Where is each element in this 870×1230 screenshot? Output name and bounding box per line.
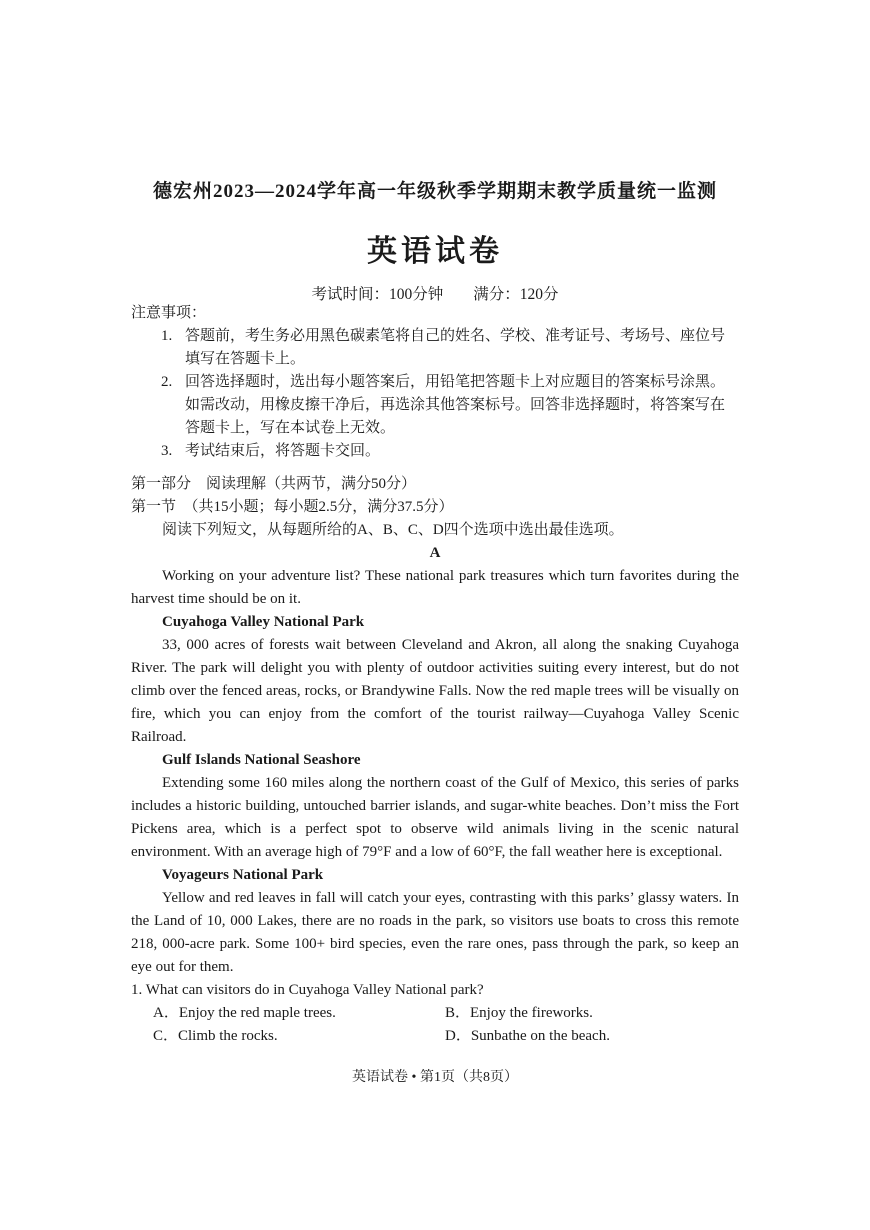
section-instruction: 阅读下列短文，从每题所给的A、B、C、D四个选项中选出最佳选项。	[162, 522, 624, 538]
notice-heading: 注意事项：	[131, 305, 207, 321]
option-c: C．Climb the rocks.	[153, 1028, 278, 1044]
question-1-stem: 1. What can visitors do in Cuyahoga Valley National park?	[131, 982, 484, 998]
option-b: B．Enjoy the fireworks.	[445, 1005, 593, 1021]
exam-time: 考试时间：100分钟	[311, 286, 444, 303]
passage-letter: A	[429, 545, 441, 561]
page-title: 英语试卷	[367, 235, 503, 268]
exam-score: 满分：120分	[473, 286, 559, 303]
notice-list	[161, 325, 739, 463]
page-footer: 英语试卷 • 第1页（共8页）	[352, 1070, 518, 1085]
question-1-options	[131, 1002, 739, 1048]
exam-content	[131, 302, 739, 1048]
list-item	[161, 371, 739, 440]
notice-number: 1.	[161, 328, 173, 344]
notice-text: 考试结束后，将答题卡交回。	[185, 443, 381, 459]
passage-intro: Working on your adventure list? These national park treasures which turn favorites during the harvest time should be on it.	[131, 568, 739, 607]
subsection-heading: 第一节 （共15小题；每小题2.5分，满分37.5分）	[131, 499, 454, 515]
notice-number: 3.	[161, 443, 173, 459]
exam-info	[0, 282, 870, 304]
park-heading-gulf-islands: Gulf Islands National Seashore	[162, 752, 361, 768]
park-heading-voyageurs: Voyageurs National Park	[162, 867, 324, 883]
list-item	[161, 440, 739, 463]
park-text-cuyahoga: 33, 000 acres of forests wait between Cleveland and Akron, all along the snaking Cuyahoga River. The park will delight you with plenty of outdoor activities suiting every interest, but do not climb over the fenced areas, rocks, or Brandywine Falls. Now the red maple trees will be visually on fire, which you can enjoy from the comfort of the tourist railway—Cuyahoga Valley Scenic Railroad.	[131, 637, 739, 745]
park-text-gulf-islands: Extending some 160 miles along the northern coast of the Gulf of Mexico, this series of parks includes a historic building, untouched barrier islands, and sugar-white beaches. Don’t miss the Fort Pickens area, which is a perfect spot to observe wild animals living in the scenic natural environment. With an average high of 79°F and a low of 60°F, the fall weather here is exceptional.	[131, 775, 739, 860]
park-text-voyageurs: Yellow and red leaves in fall will catch your eyes, contrasting with this parks’ glassy waters. In the Land of 10, 000 Lakes, there are no roads in the park, so visitors use boats to cross this remote 218, 000-acre park. Some 100+ bird species, even the rare ones, pass through the park, so keep an eye out for them.	[131, 890, 739, 975]
option-a: A．Enjoy the red maple trees.	[153, 1005, 336, 1021]
option-d: D．Sunbathe on the beach.	[445, 1028, 610, 1044]
notice-text: 回答选择题时，选出每小题答案后，用铅笔把答题卡上对应题目的答案标号涂黑。如需改动，用橡皮擦干净后，再选涂其他答案标号。回答非选择题时，将答案写在答题卡上，写在本试卷上无效。	[185, 374, 726, 436]
list-item	[161, 325, 739, 371]
notice-number: 2.	[161, 374, 173, 390]
park-heading-cuyahoga: Cuyahoga Valley National Park	[162, 614, 365, 630]
notice-text: 答题前，考生务必用黑色碳素笔将自己的姓名、学校、准考证号、考场号、座位号填写在答题卡上。	[185, 328, 726, 367]
part-heading: 第一部分 阅读理解（共两节，满分50分）	[131, 476, 417, 492]
exam-super-title: 德宏州2023—2024学年高一年级秋季学期期末教学质量统一监测	[152, 181, 717, 202]
